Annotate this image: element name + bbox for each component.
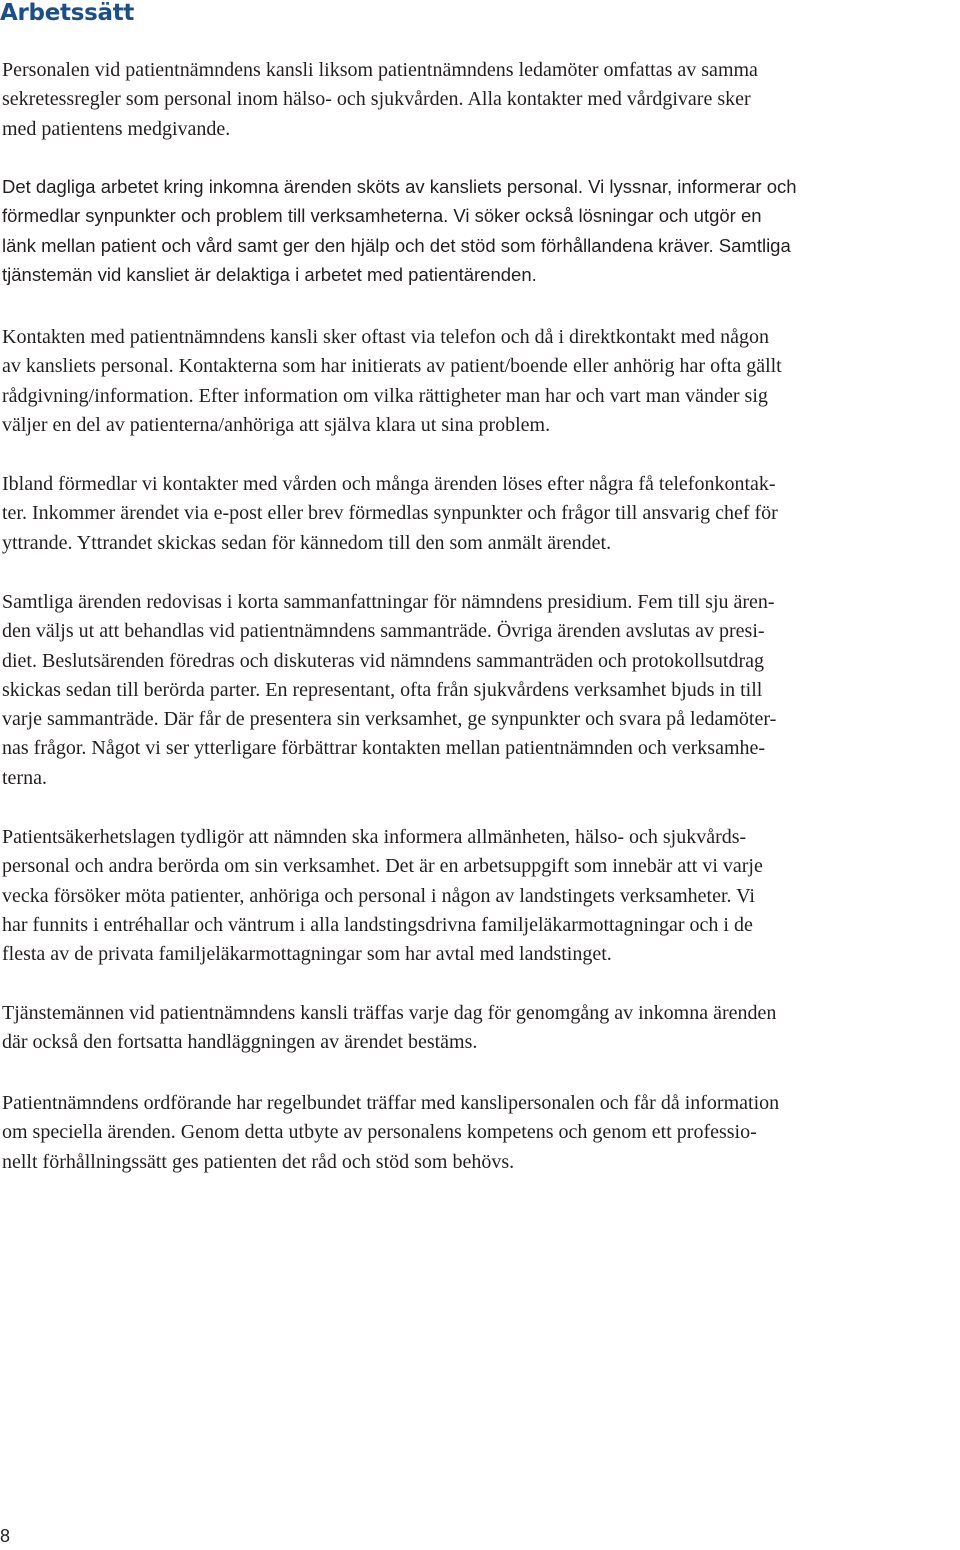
text-line: skickas sedan till berörda parter. En representant, ofta från sjukvårdens verksamhet bjuds in till [2, 678, 763, 701]
text-line: har funnits i entréhallar och väntrum i alla landstingsdrivna familjeläkarmottagningar och i de [2, 913, 753, 936]
text-line: väljer en del av patienterna/anhöriga att själva klara ut sina problem. [2, 413, 551, 436]
text-line: rådgivning/information. Efter information om vilka rättigheter man har och vart man vänder sig [2, 384, 768, 407]
text-line: Tjänstemännen vid patientnämndens kansli träffas varje dag för genomgång av inkomna ärenden [2, 1002, 777, 1024]
section-heading: Arbetssätt [0, 0, 135, 26]
text-line: sekretessregler som personal inom hälso- och sjukvården. Alla kontakter med vårdgivare sker [2, 88, 751, 111]
text-line: Patientnämndens ordförande har regelbundet träffar med kanslipersonalen och får då information [2, 1092, 780, 1114]
text-line: tjänstemän vid kansliet är delaktiga i arbetet med patientärenden. [2, 263, 537, 285]
text-line: ter. Inkommer ärendet via e-post eller brev förmedlas synpunkter och frågor till ansvarig chef för [2, 502, 778, 525]
text-line: Kontakten med patientnämndens kansli sker oftast via telefon och då i direktkontakt med någon [2, 326, 770, 348]
text-line: Det dagliga arbetet kring inkomna ärenden sköts av kansliets personal. Vi lyssnar, informerar och [2, 176, 797, 197]
text-line: nellt förhållningssätt ges patienten det råd och stöd som behövs. [2, 1150, 515, 1173]
text-line: Personalen vid patientnämndens kansli liksom patientnämndens ledamöter omfattas av samma [2, 59, 758, 81]
text-line: av kansliets personal. Kontakterna som har initierats av patient/boende eller anhörig har ofta gällt [2, 355, 782, 378]
text-line: flesta av de privata familjeläkarmottagningar som har avtal med landstinget. [2, 943, 612, 966]
text-line: förmedlar synpunkter och problem till verksamheterna. Vi söker också lösningar och utgör en [2, 205, 762, 227]
text-line: varje sammanträde. Där får de presentera sin verksamhet, ge synpunkter och svara på ledamöter- [2, 708, 777, 731]
text-line: diet. Beslutsärenden föredras och diskuteras vid nämndens sammanträden och protokollsutdrag [2, 649, 765, 672]
text-line: Patientsäkerhetslagen tydligör att nämnden ska informera allmänheten, hälso- och sjukvårds- [2, 826, 747, 848]
text-line: personal och andra berörda om sin verksamhet. Det är en arbetsuppgift som innebär att vi varje [2, 855, 763, 878]
text-line: med patientens medgivande. [2, 117, 231, 140]
paragraph [2, 999, 960, 1058]
text-line: yttrande. Yttrandet skickas sedan för kännedom till den som anmält ärendet. [2, 531, 612, 554]
paragraph [2, 823, 960, 969]
paragraph [2, 470, 960, 558]
paragraph [2, 323, 960, 440]
text-line: terna. [2, 766, 47, 789]
text-line: länk mellan patient och vård samt ger den hjälp och det stöd som förhållandena kräver. Samtliga [2, 234, 791, 256]
text-line: Samtliga ärenden redovisas i korta sammanfattningar för nämndens presidium. Fem till sju ären- [2, 591, 775, 613]
paragraph [2, 56, 960, 144]
text-line: vecka försöker möta patienter, anhöriga och personal i någon av landstingets verksamheter. Vi [2, 884, 755, 907]
text-line: om speciella ärenden. Genom detta utbyte av personalens kompetens och genom ett professio- [2, 1121, 757, 1144]
paragraph [2, 172, 960, 289]
text-line: nas frågor. Något vi ser ytterligare förbättrar kontakten mellan patientnämnden och verksamhe- [2, 737, 766, 760]
text-line: den väljs ut att behandlas vid patientnämndens sammanträde. Övriga ärenden avslutas av presi- [2, 620, 765, 643]
paragraph [2, 1089, 960, 1177]
paragraph [2, 588, 960, 793]
page-number: 8 [0, 1526, 11, 1546]
text-line: där också den fortsatta handläggningen av ärendet bestäms. [2, 1031, 478, 1054]
text-line: Ibland förmedlar vi kontakter med vården och många ärenden löses efter några få telefonkontak- [2, 473, 776, 495]
